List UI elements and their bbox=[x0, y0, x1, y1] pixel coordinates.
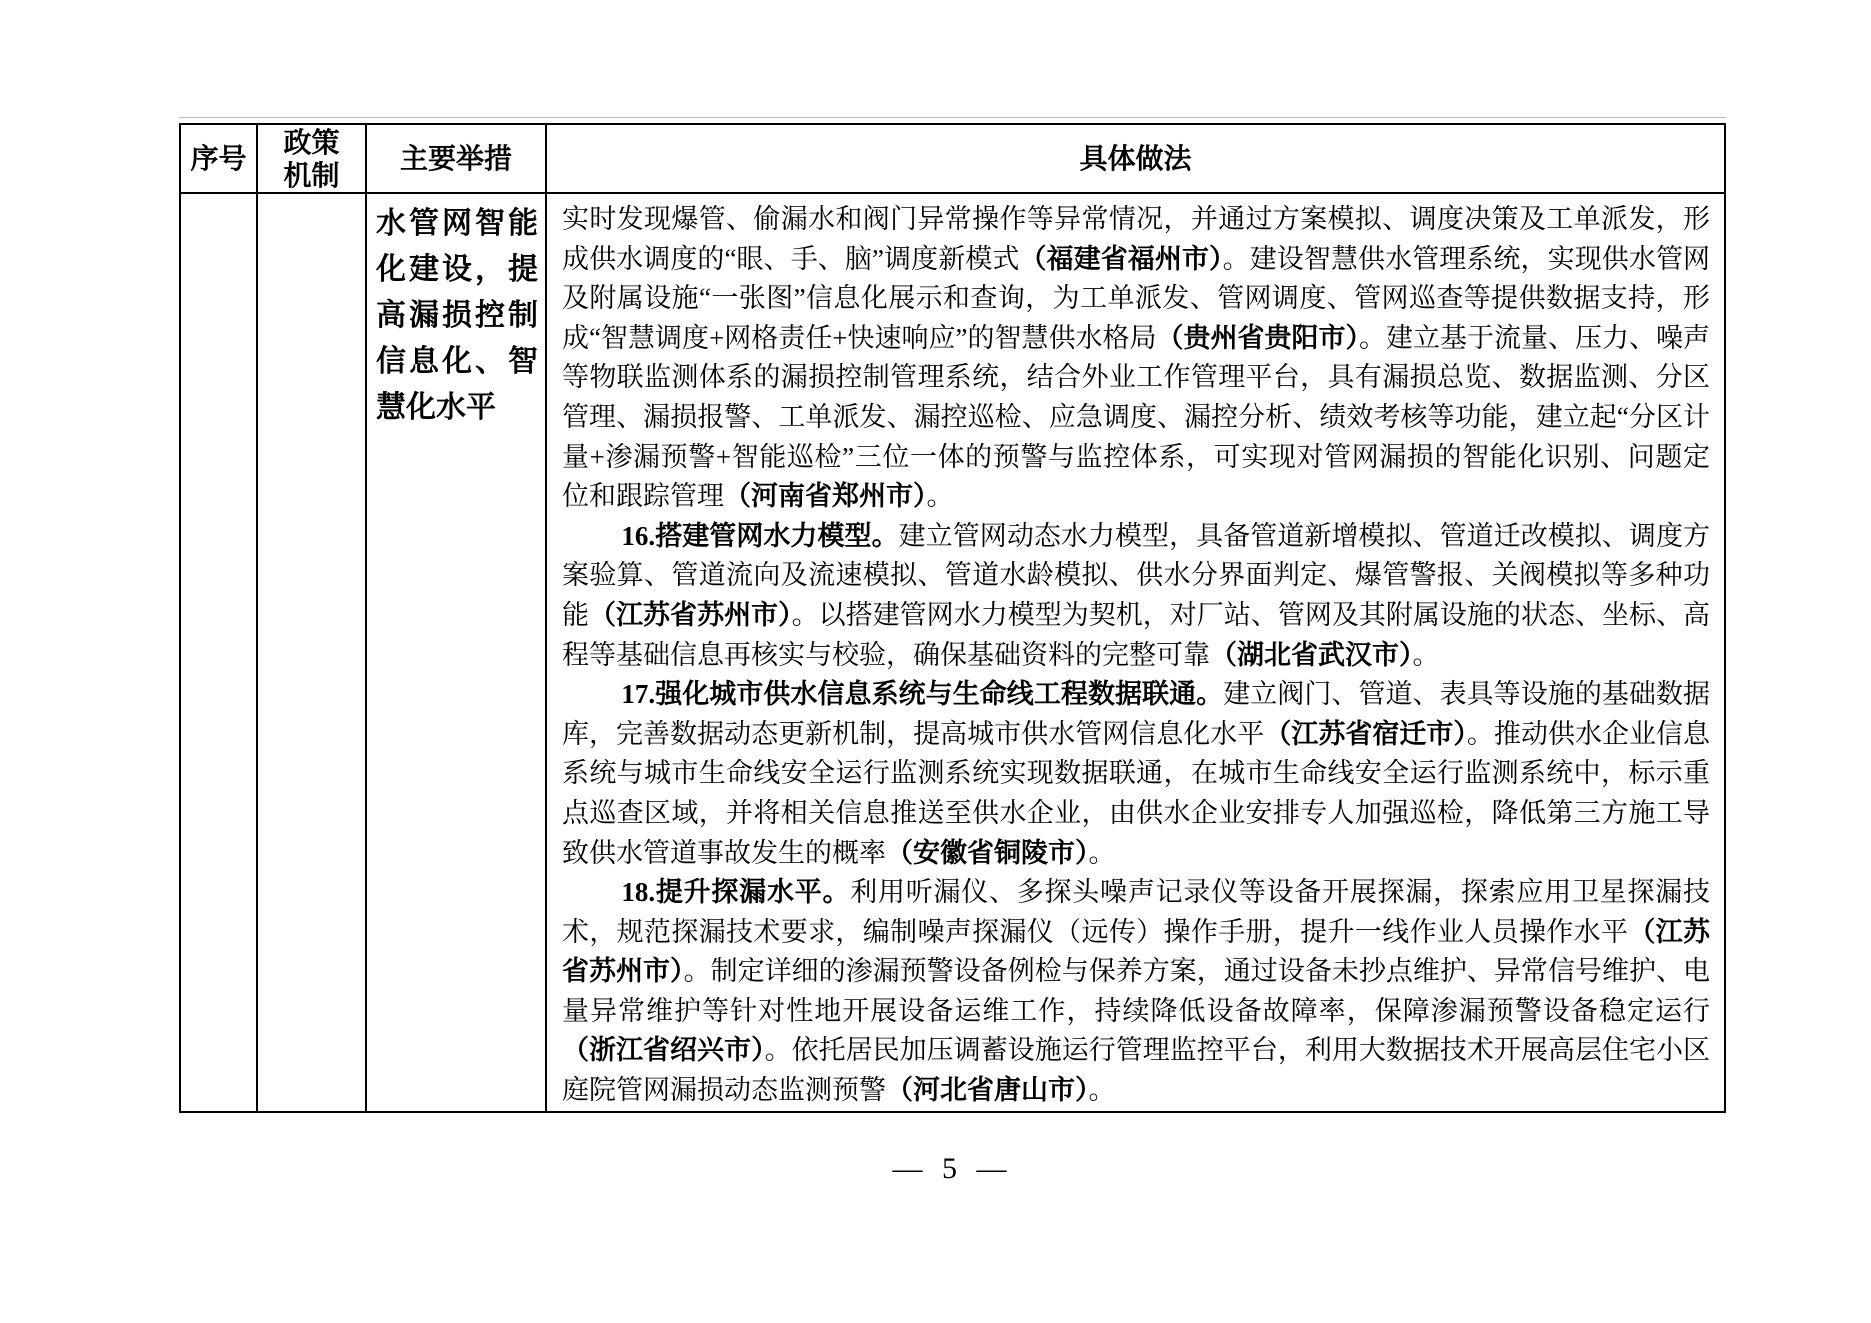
paragraph: 17.强化城市供水信息系统与生命线工程数据联通。建立阀门、管道、表具等设施的基础数据库，完善数据动态更新机制，提高城市供水管网信息化水平（江苏省宿迁市）。推动供水企业信息系统与城市生命线安全运行监测系统实现数据联通，在城市生命线安全运行监测系统中，标示重点巡查区域，并将相关信息推送至供水企业，由供水企业安排专人加强巡检，降低第三方施工导致供水管道事故发生的概率（安徽省铜陵市）。 bbox=[562, 679, 1711, 868]
paragraph: 18.提升探漏水平。利用听漏仪、多探头噪声记录仪等设备开展探漏，探索应用卫星探漏技术，规范探漏技术要求，编制噪声探漏仪（远传）操作手册，提升一线作业人员操作水平（江苏省苏州市）。制定详细的渗漏预警设备例检与保养方案，通过设备未抄点维护、异常信号维护、电量异常维护等针对性地开展设备运维工作，持续降低设备故障率，保障渗漏预警设备稳定运行（浙江省绍兴市）。依托居民加压调蓄设施运行管理监控平台，利用大数据技术开展高层住宅小区庭院管网漏损动态监测预警（河北省唐山市）。 bbox=[562, 877, 1711, 1106]
header-label-measure: 主要举措 bbox=[399, 143, 512, 174]
header-cell-policy bbox=[258, 125, 367, 192]
table-body-row bbox=[181, 194, 1724, 1111]
policy-table bbox=[179, 123, 1726, 1113]
header-label-policy: 政策机制 bbox=[283, 126, 340, 191]
header-label-seq: 序号 bbox=[190, 143, 247, 174]
header-cell-detail bbox=[547, 125, 1724, 192]
table-header-row bbox=[181, 125, 1724, 194]
paragraph: 实时发现爆管、偷漏水和阀门异常操作等异常情况，并通过方案模拟、调度决策及工单派发，形成供水调度的“眼、手、脑”调度新模式（福建省福州市）。建设智慧供水管理系统，实现供水管网及附属设施“一张图”信息化展示和查询，为工单派发、管网调度、管网巡查等提供数据支持，形成“智慧调度+网格责任+快速响应”的智慧供水格局（贵州省贵阳市）。建立基于流量、压力、噪声等物联监测体系的漏损控制管理系统，结合外业工作管理平台，具有漏损总览、数据监测、分区管理、漏损报警、工单派发、漏控巡检、应急调度、漏控分析、绩效考核等功能，建立起“分区计量+渗漏预警+智能巡检”三位一体的预警与监控体系，可实现对管网漏损的智能化识别、问题定位和跟踪管理（河南省郑州市）。 bbox=[562, 204, 1711, 512]
cell-measure: 水管网智能化建设，提高漏损控制信息化、智慧化水平 bbox=[367, 194, 547, 1111]
header-label-detail: 具体做法 bbox=[1079, 143, 1192, 174]
header-cell-seq bbox=[181, 125, 258, 192]
cell-policy bbox=[258, 194, 367, 1111]
cell-detail bbox=[547, 194, 1724, 1111]
header-cell-measure bbox=[367, 125, 547, 192]
paragraph: 16.搭建管网水力模型。建立管网动态水力模型，具备管道新增模拟、管道迁改模拟、调度方案验算、管道流向及流速模拟、管道水龄模拟、供水分界面判定、爆管警报、关阀模拟等多种功能（江苏省苏州市）。以搭建管网水力模型为契机，对厂站、管网及其附属设施的状态、坐标、高程等基础信息再核实与校验，确保基础资料的完整可靠（湖北省武汉市）。 bbox=[562, 520, 1711, 670]
cell-seq bbox=[181, 194, 258, 1111]
page-number: — 5 — bbox=[892, 1152, 1013, 1185]
table-top-shadow-line bbox=[179, 117, 1726, 118]
